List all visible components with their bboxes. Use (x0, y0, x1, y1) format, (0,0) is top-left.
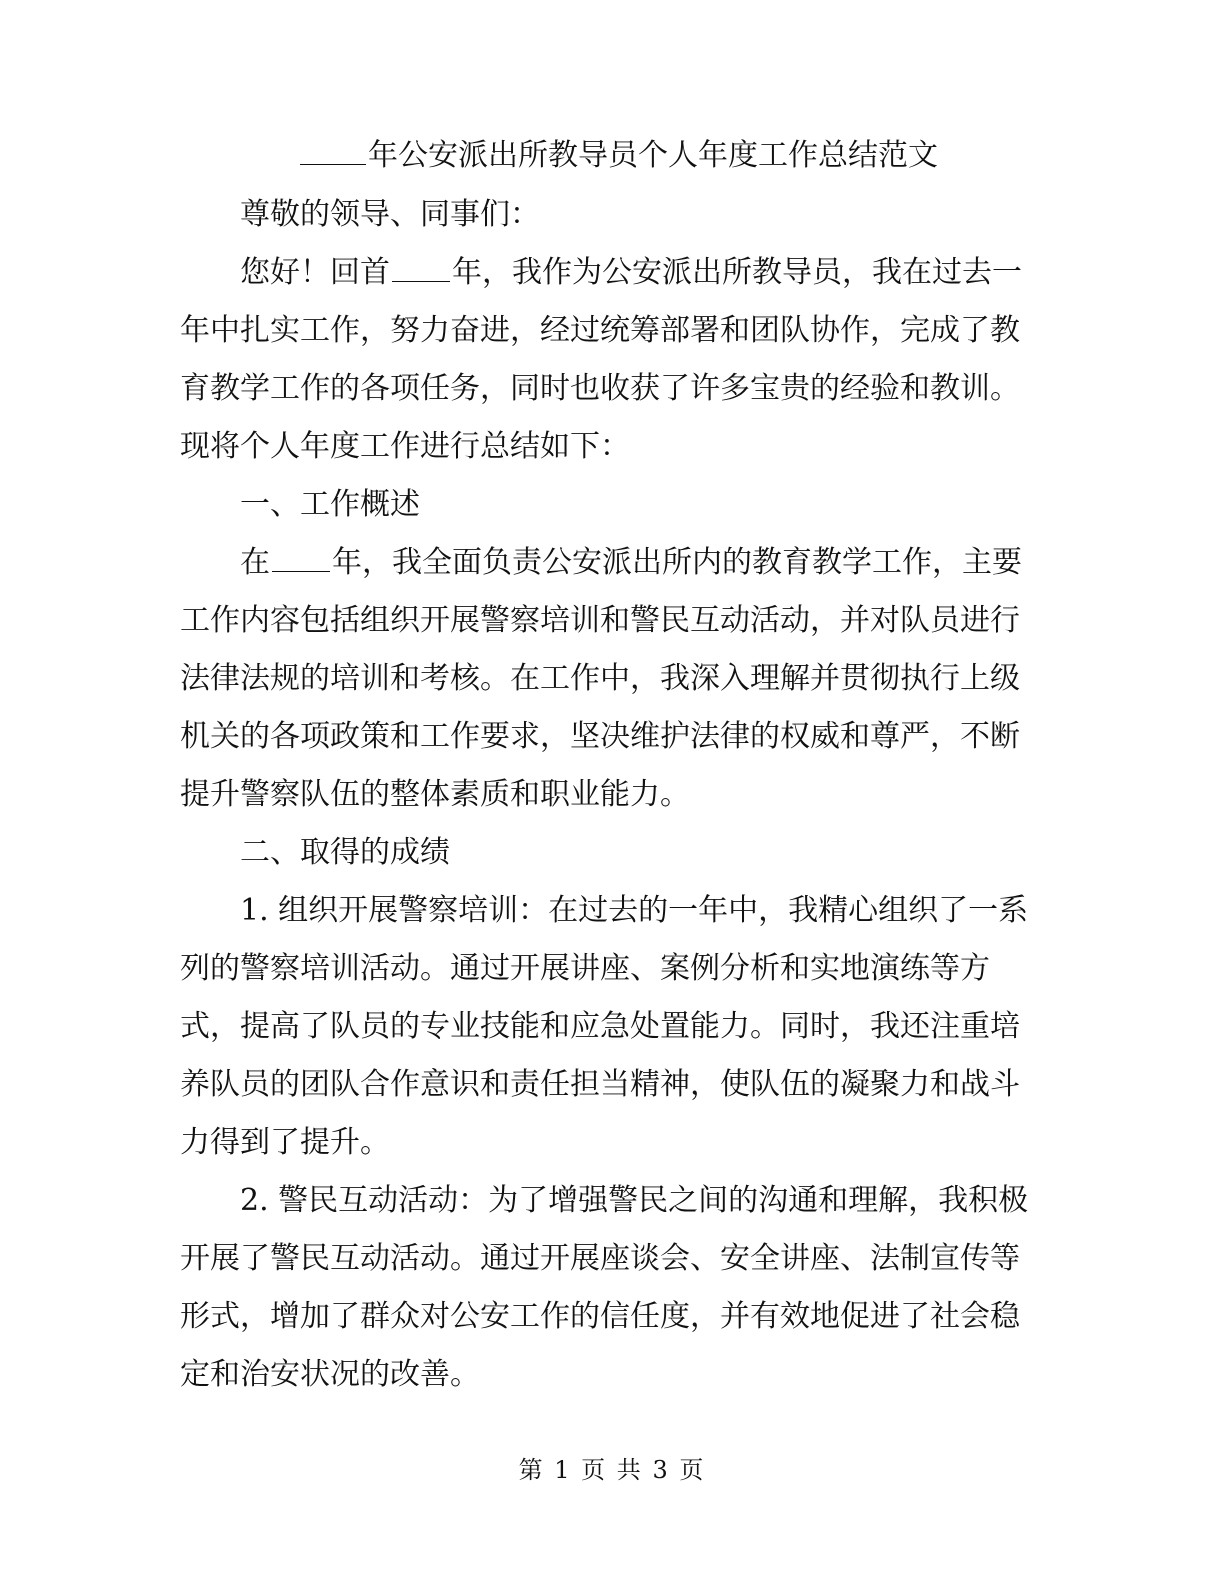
year-blank-line (392, 253, 450, 282)
greeting: 尊敬的领导、同事们： (240, 197, 540, 232)
section-heading-overview: 一、工作概述 (240, 487, 420, 522)
intro-text-rest: 年，我作为公安派出所教导员，我在过去一年中扎实工作，努力奋进，经过统筹部署和团队协作，完成了教育教学工作的各项任务，同时也收获了许多宝贵的经验和教训。现将个人年度工作进行总结如下： (180, 255, 1022, 464)
overview-text-rest: 年，我全面负责公安派出所内的教育教学工作，主要工作内容包括组织开展警察培训和警民互动活动，并对队员进行法律法规的培训和考核。在工作中，我深入理解并贯彻执行上级机关的各项政策和工作要求，坚决维护法律的权威和尊严，不断提升警察队伍的整体素质和职业能力。 (180, 545, 1022, 812)
section-heading-achievements: 二、取得的成绩 (240, 835, 450, 870)
achievement-item-1: 1. 组织开展警察培训：在过去的一年中，我精心组织了一系列的警察培训活动。通过开展讲座、案例分析和实地演练等方式，提高了队员的专业技能和应急处置能力。同时，我还注重培养队员的团队合作意识和责任担当精神，使队伍的凝聚力和战斗力得到了提升。 (180, 893, 1029, 1160)
intro-paragraph (180, 244, 1030, 476)
year-blank-line (272, 543, 330, 572)
overview-paragraph (180, 534, 1030, 824)
title-blank-line (300, 136, 366, 165)
title-text: 年公安派出所教导员个人年度工作总结范文 (368, 138, 938, 173)
document-title (300, 128, 1020, 184)
overview-text-start: 在 (240, 545, 270, 580)
intro-text-start: 您好！回首 (240, 255, 390, 290)
page-footer: 第 1 页 共 3 页 (518, 1456, 706, 1484)
achievement-item-2: 2. 警民互动活动：为了增强警民之间的沟通和理解，我积极开展了警民互动活动。通过开展座谈会、安全讲座、法制宣传等形式，增加了群众对公安工作的信任度，并有效地促进了社会稳定和治安状况的改善。 (180, 1183, 1029, 1392)
